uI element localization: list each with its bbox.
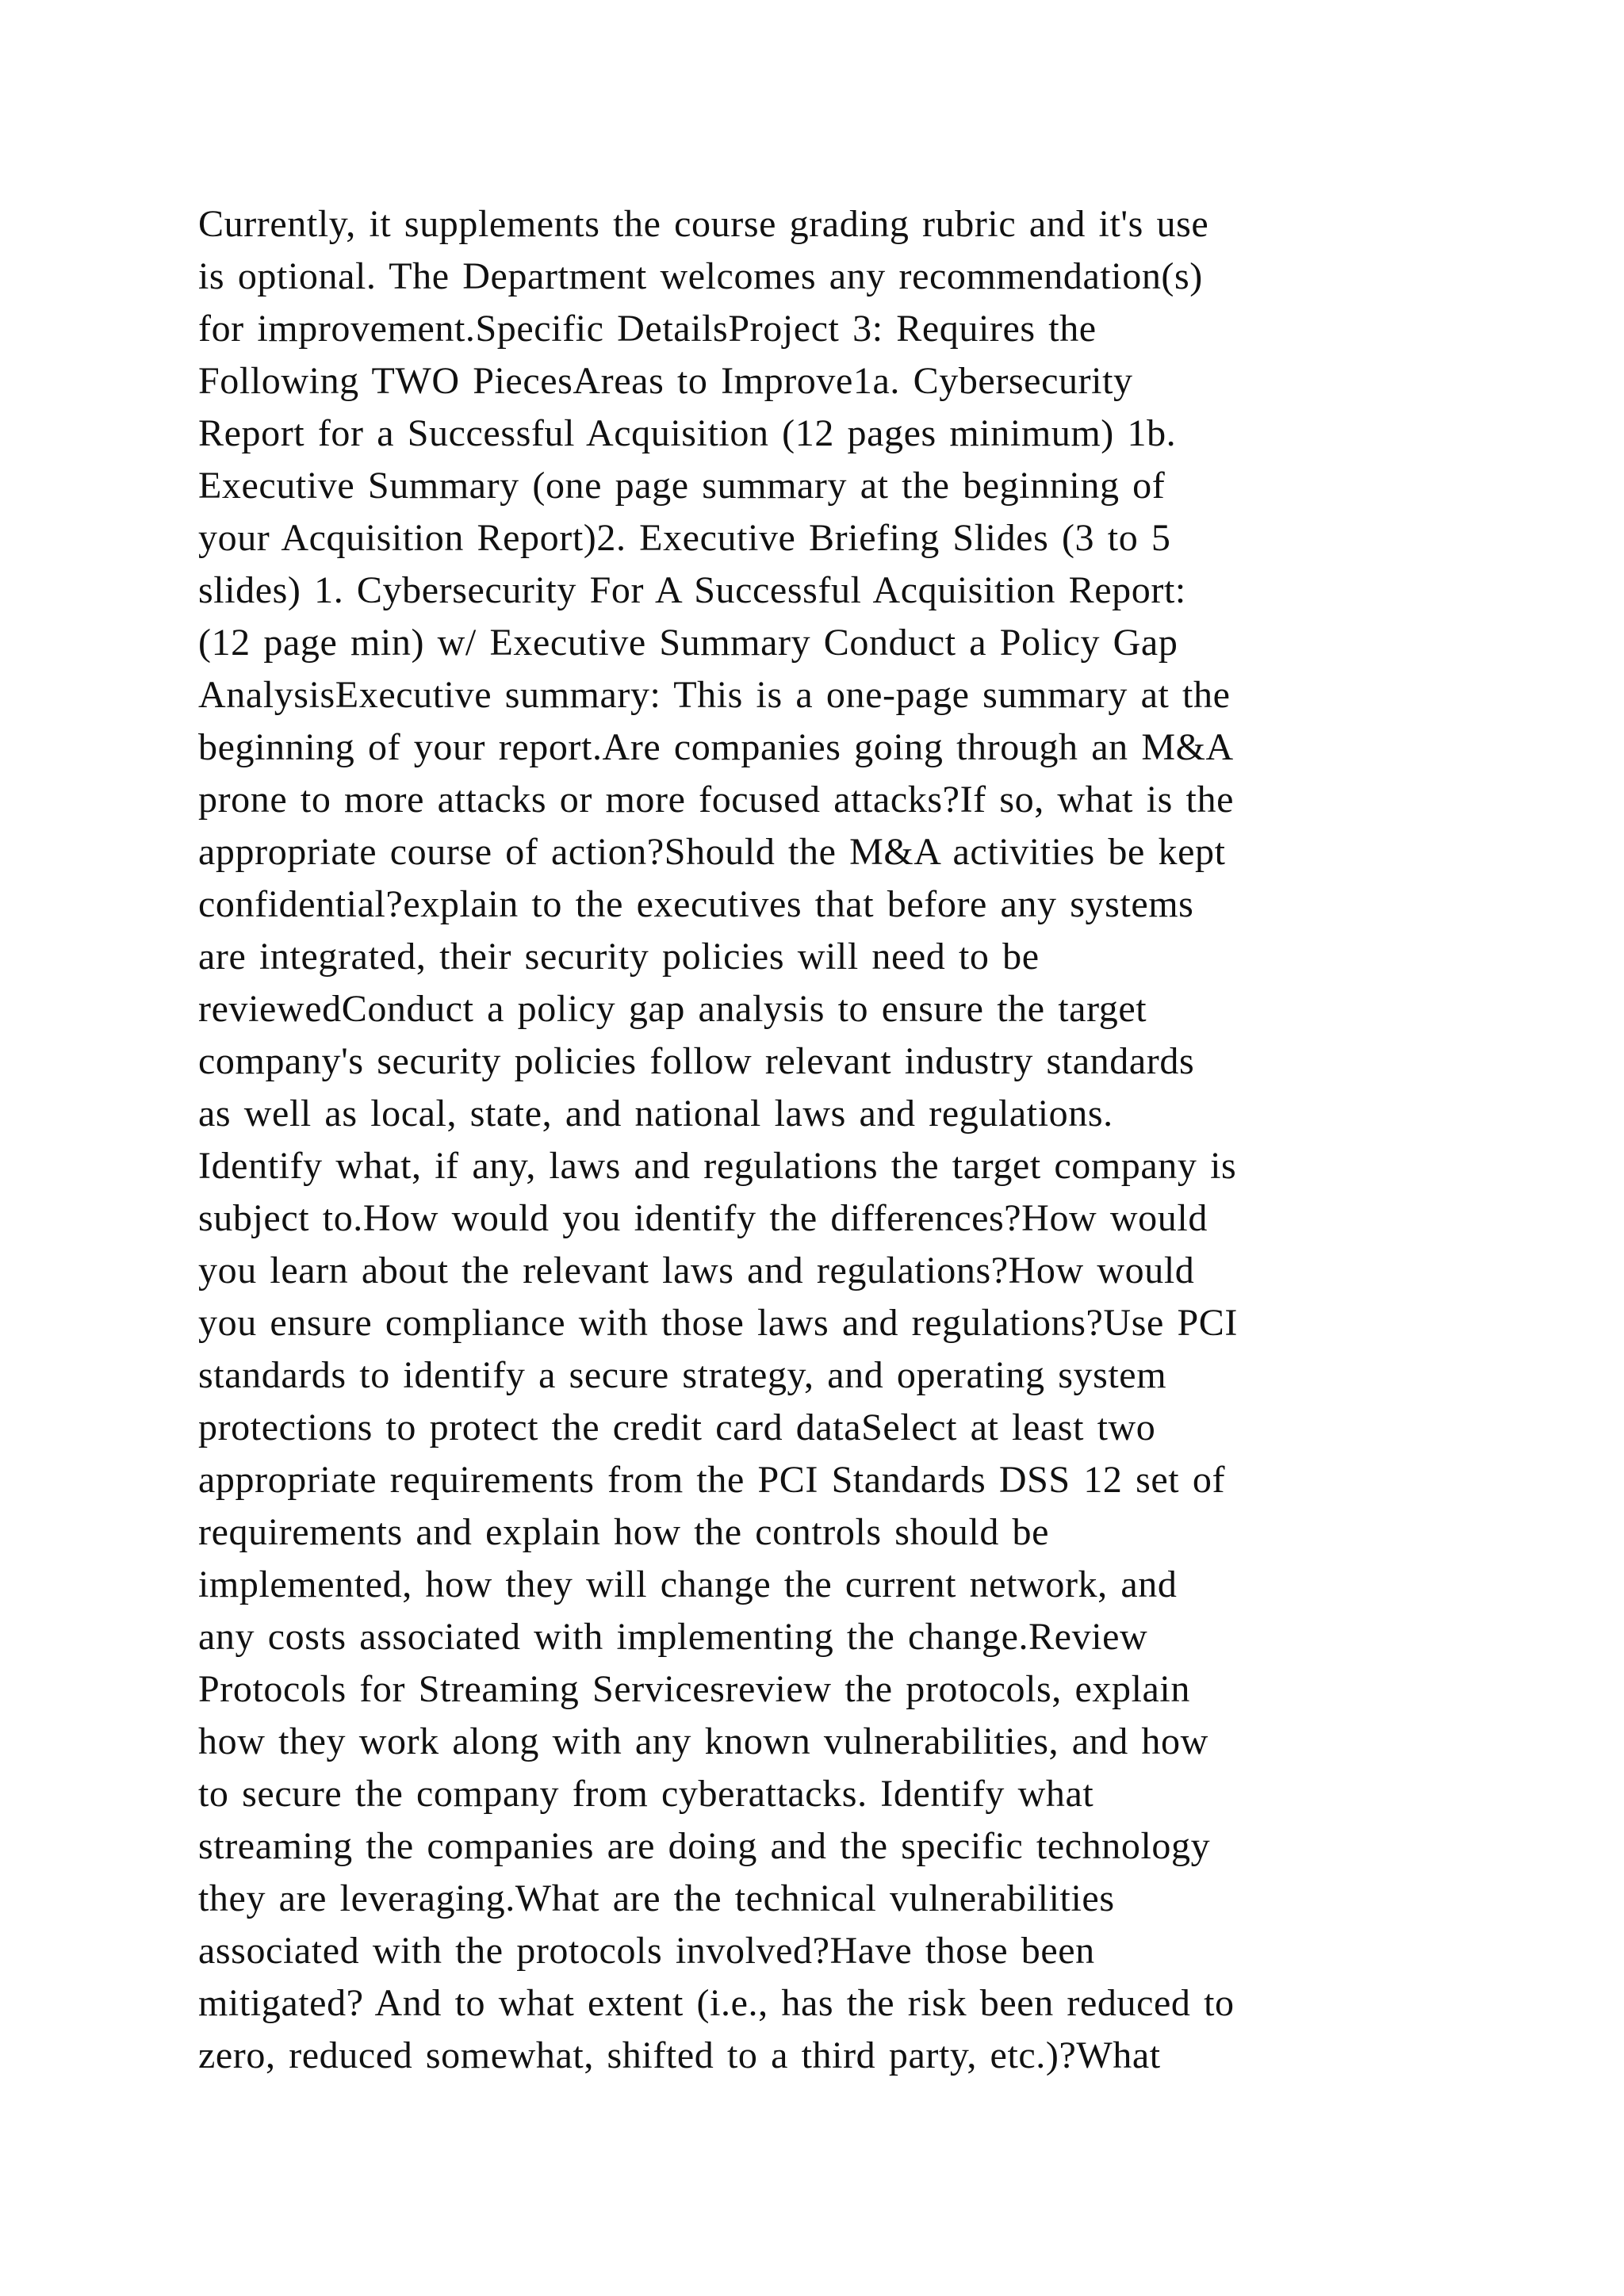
text-line: (12 page min) w/ Executive Summary Conduct a Policy Gap [198,622,1178,664]
text-line: Protocols for Streaming Servicesreview the protocols, explain [198,1668,1190,1710]
text-line: mitigated? And to what extent (i.e., has the risk been reduced to [198,1982,1235,2024]
text-line: confidential?explain to the executives that before any systems [198,883,1194,925]
text-line: is optional. The Department welcomes any recommendation(s) [198,255,1203,297]
text-line: reviewedConduct a policy gap analysis to ensure the target [198,988,1147,1030]
text-line: appropriate requirements from the PCI Standards DSS 12 set of [198,1459,1226,1501]
text-line: company's security policies follow relevant industry standards [198,1040,1195,1082]
text-line: you learn about the relevant laws and regulations?How would [198,1249,1195,1292]
text-line: any costs associated with implementing the change.Review [198,1616,1148,1658]
text-line: to secure the company from cyberattacks. Identify what [198,1773,1094,1815]
text-line: subject to.How would you identify the differences?How would [198,1197,1208,1239]
text-line: requirements and explain how the controls should be [198,1511,1050,1553]
text-line: slides) 1. Cybersecurity For A Successful Acquisition Report: [198,569,1186,611]
text-line: they are leveraging.What are the technical vulnerabilities [198,1877,1115,1919]
text-line: Identify what, if any, laws and regulations the target company is [198,1145,1237,1187]
text-line: implemented, how they will change the current network, and [198,1563,1178,1605]
text-line: for improvement.Specific DetailsProject 3: Requires the [198,308,1097,350]
text-line: zero, reduced somewhat, shifted to a third party, etc.)?What [198,2034,1161,2076]
text-line: protections to protect the credit card dataSelect at least two [198,1406,1156,1448]
text-line: how they work along with any known vulnerabilities, and how [198,1720,1208,1762]
text-line: Following TWO PiecesAreas to Improve1a. Cybersecurity [198,360,1133,402]
text-line: streaming the companies are doing and the specific technology [198,1825,1211,1867]
text-line: Currently, it supplements the course grading rubric and it's use [198,203,1209,245]
text-line: you ensure compliance with those laws and regulations?Use PCI [198,1302,1238,1344]
text-line: Executive Summary (one page summary at the beginning of [198,465,1166,507]
text-line: standards to identify a secure strategy, and operating system [198,1354,1167,1396]
text-line: as well as local, state, and national laws and regulations. [198,1093,1113,1135]
text-line: Report for a Successful Acquisition (12 pages minimum) 1b. [198,412,1177,454]
text-line: appropriate course of action?Should the M&A activities be kept [198,831,1226,873]
text-line: beginning of your report.Are companies going through an M&A [198,726,1234,768]
text-line: your Acquisition Report)2. Executive Briefing Slides (3 to 5 [198,517,1171,559]
text-line: prone to more attacks or more focused attacks?If so, what is the [198,779,1234,821]
text-line: AnalysisExecutive summary: This is a one-page summary at the [198,674,1231,716]
body-text [198,198,1467,2082]
text-line: associated with the protocols involved?Have those been [198,1930,1095,1972]
text-line: are integrated, their security policies will need to be [198,936,1040,978]
